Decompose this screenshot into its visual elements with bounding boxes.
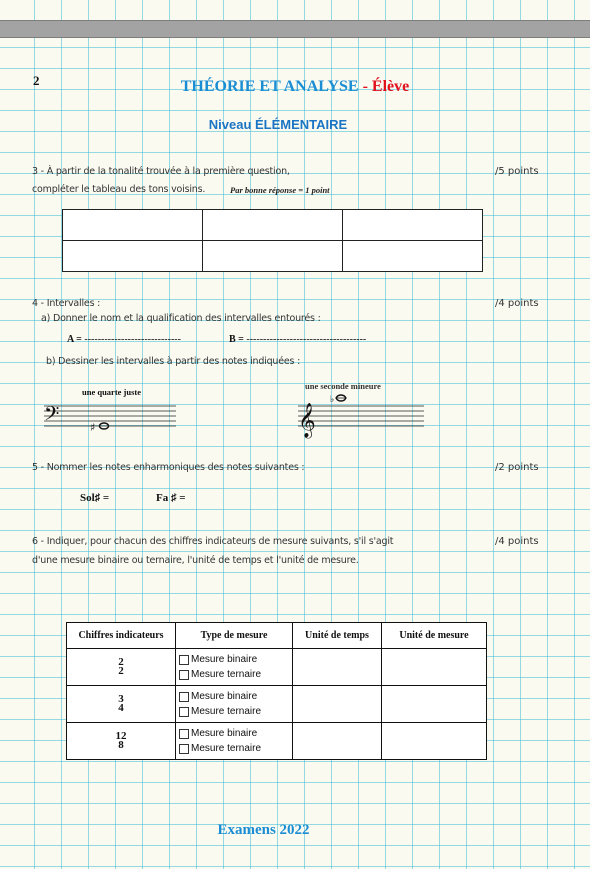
q3-line2: compléter le tableau des tons voisins. [32,184,206,195]
table-cell[interactable] [63,210,203,241]
answer-b-label: B = [229,334,244,345]
column-header: Chiffres indicateurs [67,623,176,649]
measure-unit-cell[interactable] [382,649,487,686]
q4-part-a: a) Donner le nom et la qualification des intervalles entourés : [41,313,321,324]
checkbox[interactable] [179,707,189,717]
time-signature [67,649,176,686]
time-sig-top: 3 [118,693,124,705]
table-row [67,649,487,686]
option-ternary: Mesure ternaire [191,743,262,754]
flat-icon: ♭ [330,395,335,405]
time-signature-table [66,622,487,760]
answer-b-dots: ------------------------------------ [246,334,367,345]
table-cell[interactable] [63,241,203,272]
beat-unit-cell[interactable] [293,723,382,760]
treble-clef-icon: 𝄞 [298,403,316,438]
measure-type-cell [176,649,293,686]
column-header: Unité de mesure [382,623,487,649]
top-gray-bar [0,20,590,38]
bass-clef-staff [40,396,180,436]
q3-line1: 3 - À partir de la tonalité trouvée à la première question, [32,166,290,177]
page-number: 2 [33,73,40,88]
column-header: Unité de temps [293,623,382,649]
q3-note: Par bonne réponse = 1 point [230,185,330,195]
table-row [67,723,487,760]
title-separator: - [362,78,368,95]
option-binary: Mesure binaire [191,654,258,665]
q6-line2: d'une mesure binaire ou ternaire, l'unité de temps et l'unité de mesure. [32,555,359,566]
table-cell[interactable] [203,241,343,272]
measure-type-cell [176,686,293,723]
checkbox[interactable] [179,655,189,665]
answer-a[interactable] [67,334,181,345]
q6-points: /4 points [495,536,539,547]
time-sig-top: 12 [115,730,127,742]
interval-left-label: une quarte juste [82,387,142,397]
sharp-icon: ♯ [90,421,96,434]
option-ternary: Mesure ternaire [191,706,262,717]
checkbox[interactable] [179,729,189,739]
table-row [67,686,487,723]
bass-clef-icon: 𝄢 [44,402,60,430]
time-sig-bottom: 2 [118,665,124,677]
option-ternary: Mesure ternaire [191,669,262,680]
measure-unit-cell[interactable] [382,723,487,760]
option-binary: Mesure binaire [191,728,258,739]
footer-title: Examens 2022 [217,822,310,838]
table-cell[interactable] [343,241,483,272]
option-binary: Mesure binaire [191,691,258,702]
table-cell[interactable] [203,210,343,241]
answer-b[interactable] [229,334,366,345]
checkbox[interactable] [179,692,189,702]
measure-type-cell [176,723,293,760]
level-subtitle: Niveau ÉLÉMENTAIRE [208,117,348,132]
table-cell[interactable] [343,210,483,241]
title-role: Élève [371,78,410,95]
measure-unit-cell[interactable] [382,686,487,723]
answer-a-dots: ----------------------------- [84,334,181,345]
q4-title: 4 - Intervalles : [32,298,101,309]
q6-line1: 6 - Indiquer, pour chacun des chiffres indicateurs de mesure suivants, s'il s'agit [32,536,394,547]
title-main: THÉORIE ET ANALYSE [180,78,359,95]
interval-right-label: une seconde mineure [305,381,381,391]
checkbox[interactable] [179,744,189,754]
time-sig-top: 2 [118,656,124,668]
enharmonic-note-2[interactable]: Fa ♯ = [156,492,186,504]
beat-unit-cell[interactable] [293,686,382,723]
q5-title: 5 - Nommer les notes enharmoniques des notes suivantes : [32,462,305,473]
time-signature [67,723,176,760]
checkbox[interactable] [179,670,189,680]
column-header: Type de mesure [176,623,293,649]
q4-points: /4 points [495,298,539,309]
q4-part-b: b) Dessiner les intervalles à partir des notes indiquées : [46,356,301,367]
q3-points: /5 points [495,166,539,177]
page-title [0,78,590,96]
time-sig-bottom: 8 [118,739,124,751]
answer-a-label: A = [67,334,82,345]
time-signature [67,686,176,723]
neighbor-keys-table [62,209,483,272]
table-header-row [67,623,487,649]
enharmonic-note-1[interactable]: Sol♯ = [80,492,110,504]
treble-clef-staff [296,392,426,442]
time-sig-bottom: 4 [118,702,124,714]
q5-points: /2 points [495,462,539,473]
beat-unit-cell[interactable] [293,649,382,686]
